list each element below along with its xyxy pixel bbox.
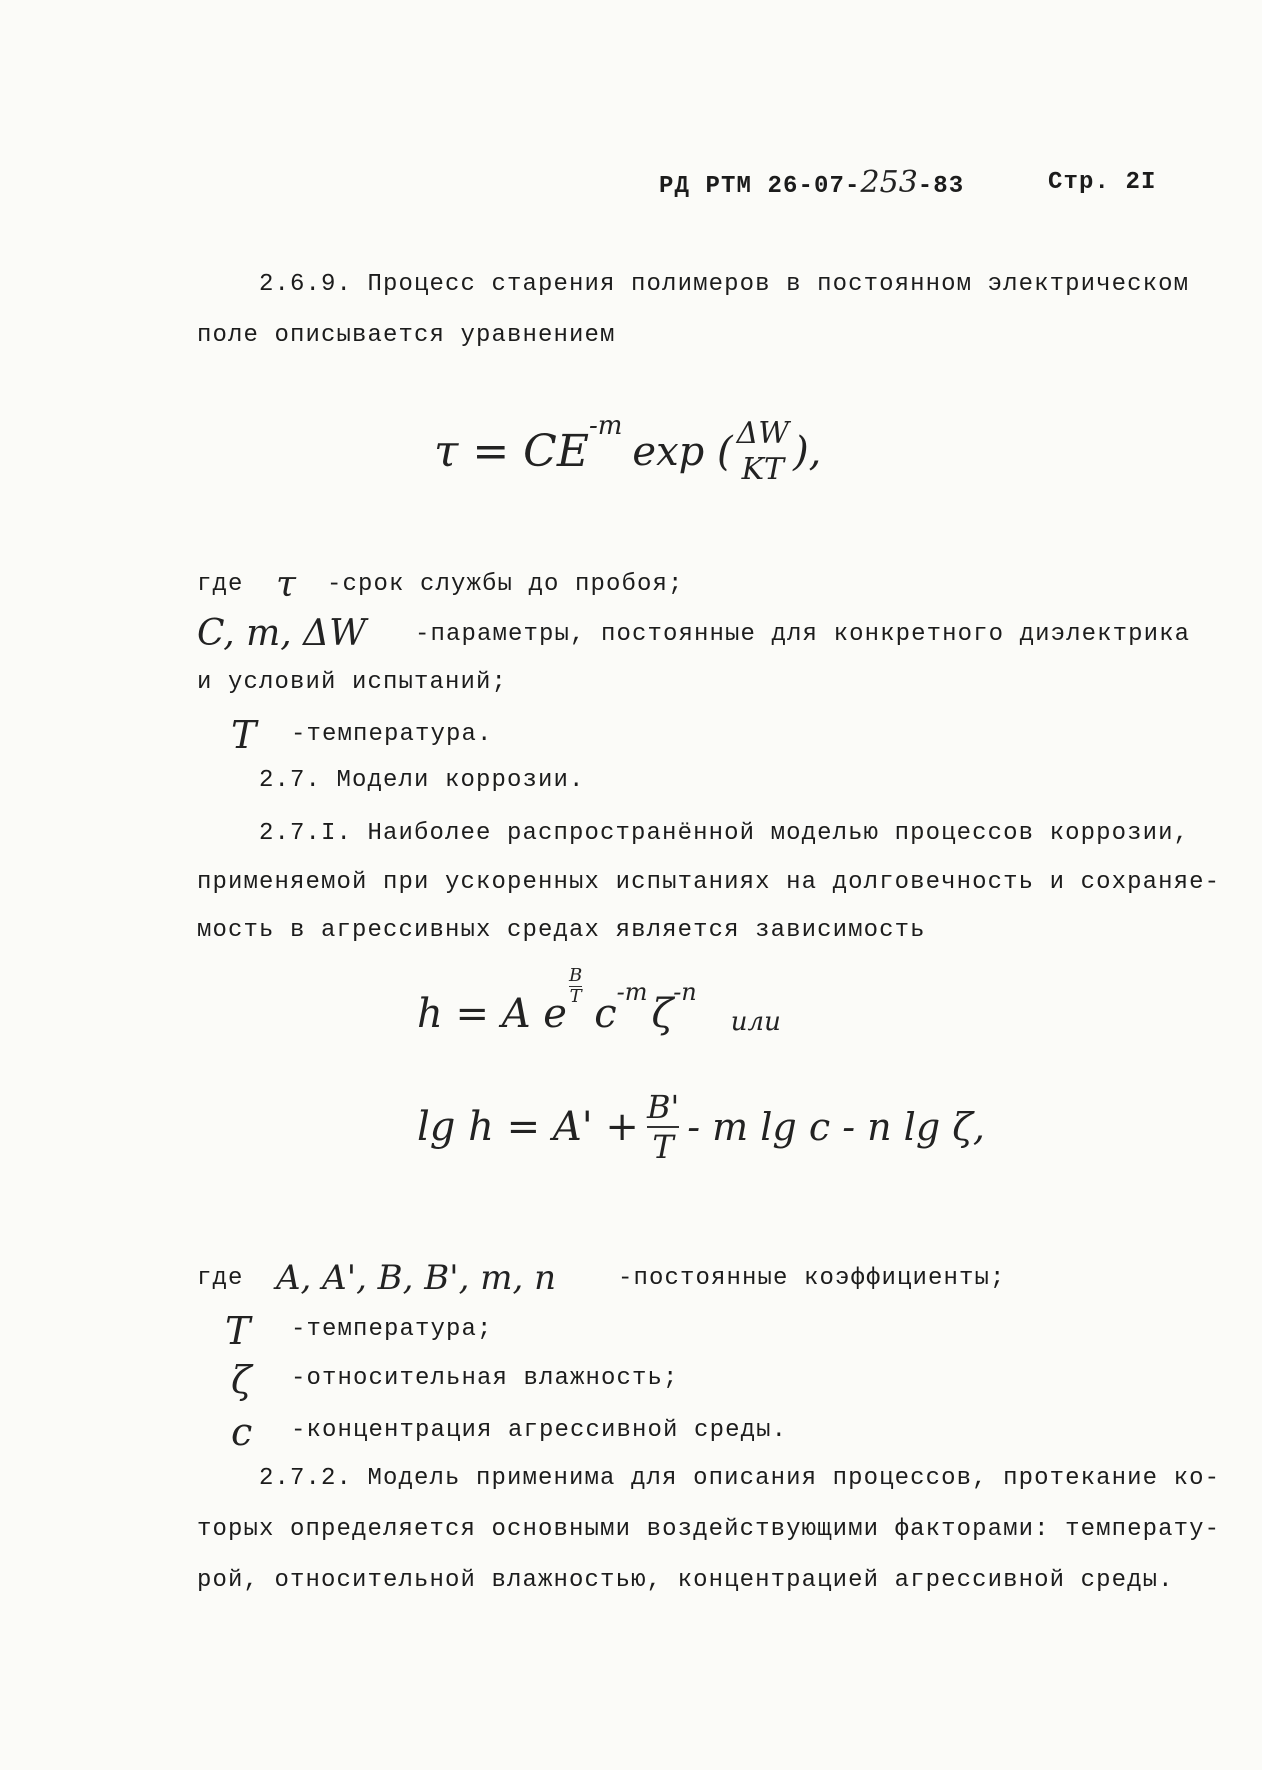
legend-description: -параметры, постоянные для конкретного диэлектрика (415, 621, 1191, 648)
paragraph-line: 2.6.9. Процесс старения полимеров в постоянном электрическом (259, 271, 1190, 298)
formula-variable: c (594, 991, 617, 1037)
legend-description: -концентрация агрессивной среды. (291, 1417, 788, 1444)
formula-exponent: -m (616, 978, 648, 1006)
document-code-number: 253 (860, 165, 918, 200)
paragraph-line: 2.7.I. Наиболее распространённой моделью процессов коррозии, (259, 820, 1190, 847)
legend-description: -температура. (291, 721, 493, 748)
legend-symbol: T (231, 713, 257, 757)
page-number: Стр. 2I (1048, 169, 1157, 196)
legend-lead: где (197, 571, 244, 598)
formula-connector: или (730, 1007, 781, 1037)
legend-description: -относительная влажность; (291, 1365, 679, 1392)
fraction-numerator: B (568, 964, 583, 986)
paragraph-line: рой, относительной влажностью, концентрацией агрессивной среды. (197, 1567, 1174, 1594)
legend-lead: где (197, 1265, 244, 1292)
fraction-denominator: KT (741, 452, 785, 487)
document-code-suffix: -83 (917, 173, 965, 200)
legend-description: -температура; (291, 1316, 493, 1343)
section-heading: 2.7. Модели коррозии. (259, 767, 585, 794)
paragraph-line: применяемой при ускоренных испытаниях на долговечность и сохраняе- (197, 869, 1221, 896)
paragraph-line: поле описывается уравнением (197, 322, 616, 349)
fraction-numerator: ΔW (736, 416, 790, 451)
legend-symbol: T (225, 1309, 251, 1353)
paragraph-line: торых определяется основными воздействующими факторами: температу- (197, 1516, 1221, 1543)
formula-aging-equation (434, 410, 821, 494)
formula-tail: - m lg c - n lg ζ, (687, 1105, 985, 1149)
formula-exponent-fraction (568, 964, 583, 1007)
formula-corrosion-log (417, 1082, 985, 1172)
formula-corrosion-rate (417, 964, 781, 1056)
formula-exponent: -m (588, 411, 623, 441)
formula-exponent: -n (673, 978, 697, 1006)
legend-symbol: ζ (231, 1358, 252, 1402)
paragraph-line: 2.7.2. Модель применима для описания процессов, протекание ко- (259, 1465, 1221, 1492)
legend-description: -срок службы до пробоя; (327, 571, 684, 598)
legend-symbol: C, m, ΔW (197, 613, 367, 654)
fraction-denominator: T (652, 1128, 674, 1166)
legend-continuation: и условий испытаний; (197, 669, 508, 696)
formula-lead: lg h = A' + (417, 1104, 639, 1150)
paragraph-line: мость в агрессивных средах является зависимость (197, 917, 926, 944)
formula-lead: τ = CE (434, 426, 589, 477)
formula-tail: ), (793, 429, 822, 475)
legend-symbol: c (231, 1410, 253, 1454)
formula-lead: h = A e (417, 991, 567, 1037)
legend-symbol: A, A', B, B', m, n (276, 1258, 556, 1298)
fraction-denominator: T (569, 985, 582, 1007)
formula-function: exp ( (632, 429, 733, 475)
formula-fraction (646, 1088, 680, 1166)
legend-description: -постоянные коэффициенты; (618, 1265, 1006, 1292)
document-code-prefix: РД РТМ 26-07- (659, 173, 861, 200)
formula-variable: ζ (651, 991, 674, 1037)
document-code (659, 165, 965, 200)
legend-symbol: τ (276, 564, 296, 605)
formula-fraction (736, 416, 790, 487)
fraction-numerator: B' (646, 1088, 680, 1126)
